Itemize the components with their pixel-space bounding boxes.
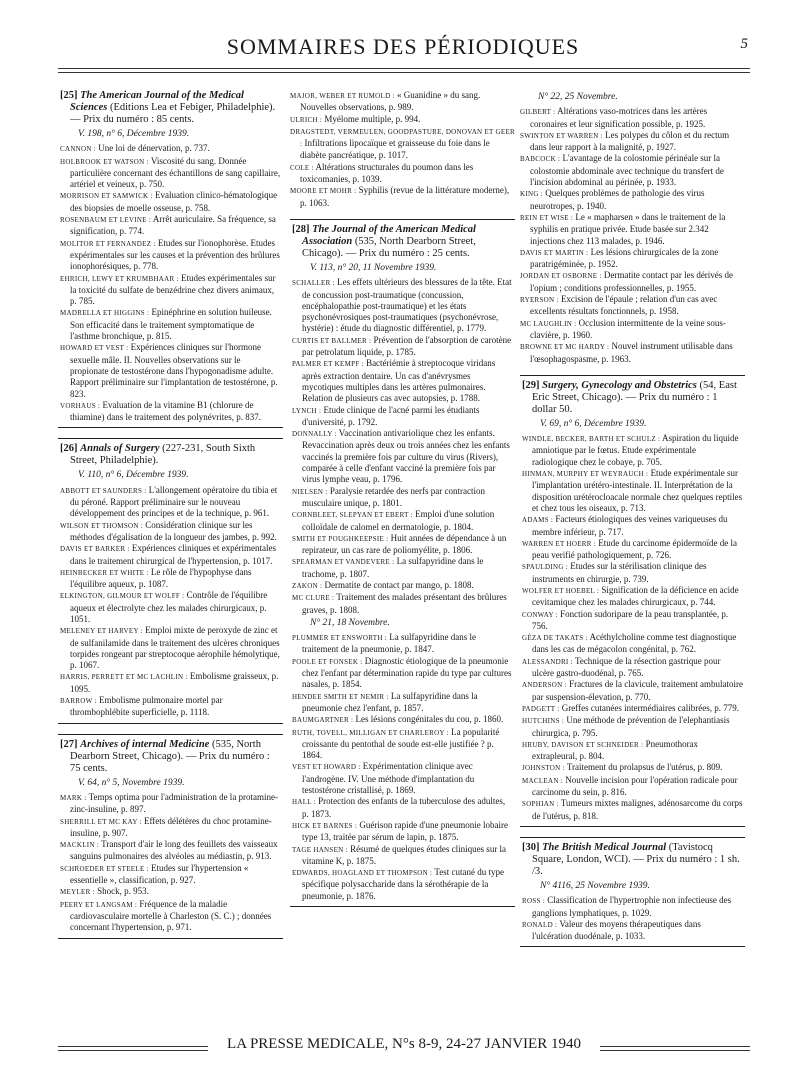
article-entry bbox=[292, 277, 513, 334]
article-title: Classification de l'hypertrophie non infectieuse des ganglions lymphatiques, p. 1029. bbox=[532, 895, 732, 918]
article-authors: EDWARDS, HOAGLAND ET THOMPSON : bbox=[292, 869, 433, 878]
article-title: Vaccination antivariolique chez les enfants. Revaccination après deux ou trois années chez les enfants vaccinés la première fois par culture du virus (Rivers), comparée à celle d'enfant vacciné la première fois par virus lymphe veau, p. 1796. bbox=[302, 428, 510, 485]
article-title: Une loi de dénervation, p. 737. bbox=[98, 143, 210, 154]
article-entry bbox=[60, 238, 281, 273]
article-entry bbox=[520, 106, 745, 130]
article-title: Etude du carcinome épidermoïde de la peau verifié pathologiquement, p. 726. bbox=[532, 537, 737, 561]
article-entry bbox=[522, 514, 743, 538]
article-authors: SOPHIAN : bbox=[522, 800, 559, 809]
article-title: Le « mapharsen » dans le traitement de la syphilis en pratique privée. Etude basée sur 2.342 injections chez 113 malades, p. 1946. bbox=[530, 211, 726, 246]
article-title: Altérations structurales du poumon dans les toxicomanies, p. 1039. bbox=[300, 161, 474, 185]
article-entry bbox=[290, 126, 515, 162]
article-entry bbox=[292, 656, 513, 691]
article-authors: SPEARMAN ET VANDEVERE : bbox=[292, 558, 395, 567]
article-title: Embolisme graisseux, p. 1095. bbox=[70, 671, 279, 694]
article-entry bbox=[522, 609, 743, 633]
article-authors: MACLEAN : bbox=[522, 776, 564, 785]
article-authors: MACKLIN : bbox=[60, 841, 100, 850]
article-authors: VEST ET HOWARD : bbox=[292, 763, 361, 772]
article-title: Technique de la résection gastrique pour ulcère gastro-duodénal, p. 765. bbox=[532, 655, 721, 679]
article-entry bbox=[520, 318, 745, 342]
article-entry bbox=[60, 839, 281, 863]
header-rule bbox=[58, 68, 750, 73]
article-title: Huit années de dépendance à un repirateur, un cas rare de poliomyélite, p. 1806. bbox=[302, 532, 507, 556]
article-title: Fractures de la clavicule, traitement ambulatoire par suspension-élevation, p. 770. bbox=[532, 679, 743, 702]
article-entry bbox=[520, 247, 745, 271]
article-authors: ABBOTT ET SAUNDERS : bbox=[60, 486, 147, 495]
article-title: Fréquence de la maladie cardiovasculaire mortelle à Charleston (S. C.) ; données concernant l'hypertension, p. 971. bbox=[70, 898, 272, 933]
article-title: Diagnostic étiologique de la pneumonie chez l'enfant par détermination rapide du type par cultures nasales, p. 1854. bbox=[302, 655, 512, 690]
entry-list bbox=[522, 433, 743, 822]
journal-block-28-continued bbox=[520, 92, 745, 365]
article-authors: EHRICH, LEWY ET KRUMBHAAR : bbox=[60, 274, 179, 283]
article-title: Occlusion intermittente de la veine sous-clavière, p. 1960. bbox=[530, 317, 726, 340]
article-title: Myélome multiple, p. 994. bbox=[324, 113, 421, 124]
article-entry bbox=[292, 580, 513, 592]
journal-header: [26] Annals of Surgery (227-231, South Sixth Street, Philadelphie). bbox=[60, 443, 256, 467]
article-authors: RONALD : bbox=[522, 920, 558, 929]
article-title: Aspiration du liquide amniotique par le fœtus. Etude expérimentale radiologique chez le cobaye, p. 705. bbox=[532, 433, 739, 467]
journal-header: [29] Surgery, Gynecology and Obstetrics (54, East Eric Street, Chicago). — Prix du numéro : 1 dollar 50. bbox=[522, 379, 737, 415]
article-title: Shock, p. 953. bbox=[97, 886, 149, 897]
article-authors: PEERY ET LANGSAM : bbox=[60, 900, 138, 909]
article-title: Transport d'air le long des feuillets des vaisseaux sanguins pulmonaires des alvéoles au médiastin, p. 913. bbox=[70, 839, 278, 862]
article-title: Etude expérimentale sur l'implantation urétéro-intestinale. II. Interprétation de la disposition urétérocloacale normale chez quelques reptiles et chez tous les oiseaux, p. 713. bbox=[532, 468, 743, 513]
article-entry bbox=[292, 509, 513, 533]
article-entry bbox=[522, 656, 743, 680]
article-title: Etudes sur l'hypertension « essentielle », classification, p. 927. bbox=[70, 862, 249, 886]
article-authors: MAJOR, WEBER ET RUMOLD : bbox=[290, 92, 395, 100]
article-authors: MADRELLA ET HIGGINS : bbox=[60, 309, 150, 318]
article-entry bbox=[522, 468, 743, 514]
article-title: Quelques problèmes de pathologie des virus neurotropes, p. 1940. bbox=[530, 188, 705, 211]
article-title: Acéthylcholine comme test diagnostique dans les cas de mégacolon congénital, p. 762. bbox=[532, 632, 737, 655]
article-entry bbox=[292, 844, 513, 868]
journal-block-26 bbox=[58, 438, 283, 723]
article-entry bbox=[60, 400, 281, 424]
volume-line: V. 198, n° 6, Décembre 1939. bbox=[78, 129, 190, 139]
article-entry bbox=[292, 632, 513, 656]
article-authors: MC LAUGHLIN : bbox=[520, 319, 577, 328]
article-title: La sulfapyridine dans le traitement de la pneumonie, p. 1847. bbox=[302, 632, 476, 655]
article-entry bbox=[292, 533, 513, 557]
article-entry bbox=[292, 405, 513, 429]
footer-rule-left bbox=[58, 1046, 208, 1051]
article-entry bbox=[292, 486, 513, 510]
article-entry bbox=[292, 727, 513, 762]
article-entry bbox=[60, 695, 281, 719]
entry-list bbox=[60, 485, 281, 719]
article-entry bbox=[522, 433, 743, 468]
article-title: Greffes cutanées intermédiaires calibrées, p. 779. bbox=[561, 702, 740, 713]
article-title: Embolisme pulmonaire mortel par thrombophlébite superficielle, p. 1118. bbox=[70, 695, 223, 718]
article-authors: BROWNE ET MC HARDY : bbox=[520, 343, 610, 352]
article-authors: PADGETT : bbox=[522, 704, 560, 713]
article-authors: ELKINGTON, GILMOUR ET WOLFF : bbox=[60, 592, 185, 601]
article-authors: SMITH ET POUGHKEEPSIE : bbox=[292, 534, 389, 543]
article-title: La popularité croissante du pentothal de soude est-elle justifiée ? p. 1864. bbox=[302, 726, 500, 761]
article-entry bbox=[60, 156, 281, 191]
article-title: Expériences cliniques sur l'hormone sexuelle mâle. II. Nouvelles observations sur le propionate de testostérone dans l'hypogonadisme adulte. Rapport préliminaire sur l'implantation de testostérone, p. 823. bbox=[70, 342, 278, 399]
journal-name: The Journal of the American Medical Association bbox=[302, 223, 476, 247]
article-authors: JOHNSTON : bbox=[522, 764, 565, 773]
article-authors: LYNCH : bbox=[292, 406, 322, 415]
article-authors: MEYLER : bbox=[60, 888, 95, 897]
article-title: Excision de l'épaule ; relation d'un cas avec excellents résultats fonctionnels, p. 1958. bbox=[530, 294, 718, 317]
article-entry bbox=[292, 556, 513, 580]
article-entry bbox=[60, 342, 281, 399]
article-title: Emploi mixte de peroxyde de zinc et de sulfanilamide dans le traitement des ulcères chroniques torpides rongeant par streptocoque aérophile hémolytique, p. 1067. bbox=[70, 625, 280, 671]
article-authors: WILSON ET THOMSON : bbox=[60, 521, 144, 530]
article-title: Contrôle de l'équilibre aqueux et électrolyte chez les malades chirurgicaux, p. 1051. bbox=[70, 590, 268, 624]
column-2 bbox=[290, 90, 515, 917]
article-authors: CANNON : bbox=[60, 145, 97, 154]
article-title: Emploi d'une solution colloïdale de calomel en dermatologie, p. 1804. bbox=[302, 509, 495, 532]
article-entry bbox=[60, 863, 281, 887]
article-title: Les effets ultérieurs des blessures de la tête. Etat de concussion post-traumatique (concussion, encéphalopathie post-traumatique) et les états psychonévrosiques post-traumatiques (psychonévrose, hystérie) : étude du diagnostic différentiel, p. 1779. bbox=[302, 277, 512, 334]
article-title: Evaluation de la vitamine B1 (chlorure de thiamine) dans le traitement des polynévrites, p. 837. bbox=[70, 399, 261, 423]
volume-line: V. 69, n° 6, Décembre 1939. bbox=[540, 418, 647, 429]
article-entry bbox=[60, 671, 281, 695]
article-entry bbox=[292, 867, 513, 902]
article-title: Etudes sur l'ionophorèse. Etudes expérimentales sur les causes et la prévention des brûlures ionophorésiques, p. 778. bbox=[70, 237, 280, 272]
article-entry bbox=[290, 185, 515, 209]
article-entry bbox=[292, 820, 513, 844]
article-authors: HARRIS, PERRETT ET MC LACHLIN : bbox=[60, 673, 188, 682]
article-entry bbox=[60, 190, 281, 214]
journal-name: The British Medical Journal bbox=[542, 841, 667, 853]
article-authors: HINMAN, MURPHY ET WEYRAUCH : bbox=[522, 470, 649, 479]
article-title: Les lésions chirurgicales de la zone paratrigéminée, p. 1952. bbox=[530, 246, 719, 270]
article-authors: MELENEY ET HARVEY : bbox=[60, 627, 143, 636]
article-entry bbox=[522, 798, 743, 822]
article-title: Evaluation clinico-hématologique des biopsies de moelle osseuse, p. 758. bbox=[70, 190, 278, 213]
article-title: Une méthode de prévention de l'elephantiasis chirurgica, p. 795. bbox=[532, 715, 730, 738]
article-entry bbox=[522, 715, 743, 739]
article-entry bbox=[60, 307, 281, 342]
entry-list bbox=[292, 632, 513, 902]
entry-list bbox=[292, 277, 513, 616]
article-entry bbox=[60, 143, 281, 155]
article-authors: MOORE ET MOHR : bbox=[290, 187, 357, 196]
article-entry bbox=[522, 632, 743, 656]
article-title: Nouvel instrument utilisable dans l'œsophagospasme, p. 1963. bbox=[530, 341, 733, 364]
article-title: Syphilis (revue de la littérature moderne), p. 1063. bbox=[300, 185, 510, 208]
page-title: SOMMAIRES DES PÉRIODIQUES bbox=[226, 34, 580, 59]
article-title: Les lésions congénitales du cou, p. 1860. bbox=[355, 714, 504, 725]
article-title: Altérations vaso-motrices dans les artères coronaires et leur signification possible, p. 1925. bbox=[530, 106, 708, 129]
article-title: Effets délétères du choc protamine-insuline, p. 907. bbox=[70, 815, 272, 838]
article-entry bbox=[522, 561, 743, 585]
journal-header: [25] The American Journal of the Medical Sciences (Editions Lea et Febiger, Philadelphie). — Prix du numéro : 85 cents. bbox=[60, 90, 276, 125]
journal-block-29 bbox=[520, 375, 745, 827]
article-authors: WOLFER ET HOEBEL : bbox=[522, 586, 600, 595]
article-authors: MORRISON ET SAMWICK : bbox=[60, 192, 153, 201]
article-entry bbox=[292, 592, 513, 616]
footer-rule-right bbox=[600, 1046, 750, 1051]
article-entry bbox=[520, 212, 745, 247]
article-title: « Guanidine » du sang. Nouvelles observations, p. 989. bbox=[300, 90, 481, 113]
article-authors: DONNALLY : bbox=[292, 430, 337, 439]
article-entry bbox=[60, 567, 281, 591]
article-title: Facteurs étiologiques des veines variqueuses du membre inférieur, p. 717. bbox=[532, 514, 728, 537]
article-authors: ALESSANDRI : bbox=[522, 657, 573, 666]
journal-block-30 bbox=[520, 837, 745, 947]
article-title: Dermatite contact par les dérivés de l'opium ; conditions professionnelles, p. 1955. bbox=[530, 270, 734, 293]
article-authors: POOLE ET FONSEK : bbox=[292, 657, 363, 666]
article-title: Valeur des moyens thérapeutiques dans l'ulcération duodénale, p. 1033. bbox=[532, 918, 701, 942]
article-authors: MARK : bbox=[60, 793, 87, 802]
journal-header: [27] Archives of internal Medicine (535, North Dearborn Street, Chicago). — Prix du numéro : 75 cents. bbox=[60, 738, 270, 774]
article-authors: HUTCHINS : bbox=[522, 717, 565, 726]
article-title: Bactériémie à streptocoque viridans après extraction dentaire. Un cas d'anévrysmes mycotiques multiples dans les artères pulmonaires. Relation de plusieurs cas avec autopsies, p. 1788. bbox=[302, 358, 496, 404]
page-number: 5 bbox=[740, 36, 748, 52]
article-title: Prévention de l'absorption de carotène par petrolatum liquide, p. 1785. bbox=[302, 334, 512, 358]
journal-header: [30] The British Medical Journal (Tavistocq Square, London, WCI). — Prix du numéro : 1 sh. /3. bbox=[522, 841, 740, 877]
article-title: Traitement des malades présentant des brûlures graves, p. 1808. bbox=[302, 592, 507, 615]
article-authors: BAUMGARTNER : bbox=[292, 716, 354, 725]
article-entry bbox=[60, 543, 281, 567]
journal-block-27 bbox=[58, 734, 283, 939]
article-authors: RUTH, TOVELL, MILLIGAN ET CHARLEROY : bbox=[292, 728, 449, 737]
journal-name: Surgery, Gynecology and Obstetrics bbox=[542, 379, 697, 391]
article-entry bbox=[520, 188, 745, 212]
article-authors: SCHROEDER ET STEELE : bbox=[60, 864, 149, 873]
article-title: Protection des enfants de la tuberculose des adultes, p. 1873. bbox=[302, 796, 506, 819]
article-title: Test cutané du type spécifique polysaccharide dans la sérothérapie de la pneumonie, p. 1876. bbox=[302, 867, 504, 901]
article-authors: HRUBY, DAVISON ET SCHNEIDER : bbox=[522, 740, 644, 749]
article-entry bbox=[292, 428, 513, 485]
article-title: Guérison rapide d'une pneumonie lobaire type 13, traitée par sérum de lapin, p. 1875. bbox=[302, 819, 508, 843]
article-authors: HENDEE SMITH ET NEMIR : bbox=[292, 692, 389, 701]
article-authors: REIN ET WISE : bbox=[520, 213, 574, 222]
article-entry bbox=[522, 762, 743, 774]
article-title: Le rôle de l'hypophyse dans l'équilibre aqueux, p. 1087. bbox=[70, 566, 252, 590]
article-title: Les polypes du côlon et du rectum dans leur rapport à la malignité, p. 1927. bbox=[530, 129, 730, 153]
article-authors: SHERRILL ET MC KAY : bbox=[60, 817, 142, 826]
article-title: Signification de la déficience en acide cevitamique chez les malades chirurgicaux, p. 744. bbox=[532, 584, 739, 608]
article-entry bbox=[522, 895, 743, 919]
article-title: Traitement du prolapsus de l'utérus, p. 809. bbox=[566, 762, 723, 773]
article-title: Viscosité du sang. Donnée particulière concernant des échantillons de sang capillaire, artériel et veineux, p. 750. bbox=[70, 155, 281, 190]
article-entry bbox=[522, 703, 743, 715]
article-entry bbox=[522, 775, 743, 799]
article-entry bbox=[520, 270, 745, 294]
article-authors: DAVIS ET MARTIN : bbox=[520, 248, 589, 257]
article-entry bbox=[522, 538, 743, 562]
journal-block-25 bbox=[58, 90, 283, 428]
article-authors: COLE : bbox=[290, 163, 314, 172]
footer-text: LA PRESSE MEDICALE, N°s 8-9, 24-27 JANVIER 1940 bbox=[227, 1036, 581, 1052]
article-authors: SPAULDING : bbox=[522, 563, 569, 572]
article-entry bbox=[522, 919, 743, 943]
entry-list bbox=[520, 106, 745, 365]
article-authors: HEINBECKER ET WHITE : bbox=[60, 568, 149, 577]
column-1 bbox=[58, 90, 283, 949]
article-authors: TAGE HANSEN : bbox=[292, 845, 348, 854]
volume-line: N° 22, 25 Novembre. bbox=[538, 92, 618, 102]
article-entry bbox=[292, 358, 513, 404]
volume-line: N° 4116, 25 Novembre 1939. bbox=[540, 880, 650, 891]
article-authors: ANDERSON : bbox=[522, 681, 567, 690]
article-authors: CONWAY : bbox=[522, 610, 558, 619]
article-authors: GILBERT : bbox=[520, 108, 556, 117]
article-authors: MOLITOR ET FERNANDEZ : bbox=[60, 239, 156, 248]
article-authors: ULRICH : bbox=[290, 115, 323, 124]
article-entry bbox=[292, 796, 513, 820]
entry-list bbox=[522, 895, 743, 942]
article-entry bbox=[60, 273, 281, 308]
article-authors: HOWARD ET VEST : bbox=[60, 344, 129, 353]
article-entry bbox=[60, 485, 281, 520]
article-authors: GÉZA DE TAKATS : bbox=[522, 634, 588, 643]
article-entry bbox=[60, 520, 281, 544]
article-title: Expériences cliniques et expérimentales dans le traitement chirurgical de l'hypertension, p. 1017. bbox=[70, 543, 277, 566]
article-entry bbox=[290, 162, 515, 186]
article-entry bbox=[290, 90, 515, 114]
article-authors: ZAKON : bbox=[292, 581, 323, 590]
article-authors: SCHALLER : bbox=[292, 279, 335, 288]
article-title: Etude clinique de l'acné parmi les étudiants d'université, p. 1792. bbox=[302, 404, 480, 427]
article-authors: PLUMMER ET ENSWORTH : bbox=[292, 634, 388, 643]
article-authors: ROSENBAUM ET LEVINE : bbox=[60, 216, 152, 225]
volume-line: V. 64, n° 5, Novembre 1939. bbox=[78, 777, 185, 788]
journal-block-28 bbox=[290, 219, 515, 907]
article-title: Dermatite de contact par mango, p. 1808. bbox=[324, 579, 474, 590]
article-authors: WINDLE, BECKER, BARTH ET SCHULZ : bbox=[522, 435, 661, 444]
article-entry bbox=[292, 335, 513, 359]
journal-name: Annals of Surgery bbox=[80, 443, 160, 455]
article-entry bbox=[60, 886, 281, 898]
article-authors: CURTIS ET BALLMER : bbox=[292, 336, 372, 345]
article-entry bbox=[292, 691, 513, 715]
article-authors: ROSS : bbox=[522, 897, 546, 906]
page-header bbox=[58, 30, 748, 70]
article-authors: ADAMS : bbox=[522, 516, 554, 525]
article-authors: NIELSEN : bbox=[292, 487, 328, 496]
article-authors: VORHAUS : bbox=[60, 401, 101, 410]
article-authors: HICK ET BARNES : bbox=[292, 821, 358, 830]
article-authors: WARREN ET HOERR : bbox=[522, 539, 596, 548]
article-authors: CORNBLEET, SLEPYAN ET EBERT : bbox=[292, 511, 413, 520]
article-entry bbox=[290, 114, 515, 126]
article-entry bbox=[292, 761, 513, 796]
article-title: La sulfapyridine dans le trachome, p. 1807. bbox=[302, 556, 484, 579]
article-title: Etudes sur la stérilisation clinique des instruments en chirurgie, p. 739. bbox=[532, 561, 707, 584]
article-authors: BABCOCK : bbox=[520, 155, 561, 164]
article-authors: HALL : bbox=[292, 798, 316, 807]
article-title: Résumé de quelques études cliniques sur la vitamine K, p. 1875. bbox=[302, 843, 507, 866]
article-entry bbox=[60, 899, 281, 934]
article-entry bbox=[520, 153, 745, 188]
article-title: Considération clinique sur les méthodes d'égalisation de la longueur des jambes, p. 992. bbox=[70, 519, 277, 542]
entry-list bbox=[60, 792, 281, 934]
page-footer bbox=[58, 1036, 750, 1058]
article-title: La sulfapyridine dans la pneumonie chez l'enfant, p. 1857. bbox=[302, 690, 478, 713]
article-authors: SWINTON ET WARREN : bbox=[520, 131, 603, 140]
column-3 bbox=[520, 90, 745, 957]
article-title: Infiltrations lipocaïque et graisseuse du foie dans le diabète pancréatique, p. 1017. bbox=[300, 138, 490, 161]
article-authors: JORDAN ET OSBORNE : bbox=[520, 272, 602, 281]
article-title: Pneumothorax extrapleural, p. 804. bbox=[532, 738, 699, 762]
article-entry bbox=[520, 341, 745, 365]
article-authors: MC CLURE : bbox=[292, 594, 335, 603]
article-entry bbox=[60, 816, 281, 840]
journal-name: The American Journal of the Medical Sciences bbox=[70, 90, 244, 113]
article-title: L'avantage de la colostomie périnéale sur la colostomie abdominale avec technique du transfert de l'incision abdominal au périnée, p. 1933. bbox=[530, 153, 724, 188]
article-title: Expérimentation clinique avec l'androgène. IV. Une méthode d'implantation du testostérone cristallisé, p. 1869. bbox=[302, 761, 475, 796]
article-authors: RYERSON : bbox=[520, 296, 559, 305]
article-entry bbox=[60, 792, 281, 816]
article-authors: DRAGSTEDT, VERMEULEN, GOODPASTURE, DONOVAN ET GEER : bbox=[290, 127, 516, 149]
article-title: Temps optima pour l'administration de la protamine-zinc-insuline, p. 897. bbox=[70, 791, 279, 815]
article-authors: DAVIS ET BARKER : bbox=[60, 545, 130, 554]
article-title: Paralysie retardée des nerfs par contraction musculaire unique, p. 1801. bbox=[302, 485, 485, 508]
volume-line: V. 113, n° 20, 11 Novembre 1939. bbox=[310, 262, 437, 273]
entry-list bbox=[60, 143, 281, 423]
article-entry bbox=[60, 625, 281, 671]
journal-header: [28] The Journal of the American Medical Association (535, North Dearborn Street, Chicago). — Prix du numéro : 25 cents. bbox=[292, 223, 476, 259]
volume-line: V. 110, n° 6, Décembre 1939. bbox=[78, 470, 189, 481]
article-authors: KING : bbox=[520, 190, 543, 199]
article-entry bbox=[522, 679, 743, 703]
article-entry bbox=[520, 130, 745, 154]
article-title: Fonction sudoripare de la peau transplantée, p. 756. bbox=[532, 608, 729, 631]
article-title: Etudes expérimentales sur la toxicité du sulfate de benzédrine chez divers animaux, p. 785. bbox=[70, 272, 276, 307]
article-title: L'allongement opératoire du tibia et du péroné. Rapport préliminaire sur le nouveau développement des principes et de la technique, p. 961. bbox=[70, 484, 278, 519]
volume-line: N° 21, 18 Novembre. bbox=[310, 617, 390, 628]
article-entry bbox=[522, 739, 743, 763]
article-entry bbox=[522, 585, 743, 609]
article-authors: PALMER ET KEMPF : bbox=[292, 360, 364, 369]
article-entry bbox=[292, 714, 513, 726]
article-entry bbox=[520, 294, 745, 318]
continued-entries bbox=[290, 90, 515, 209]
article-title: Tumeurs mixtes malignes, adénosarcome du corps de l'utérus, p. 818. bbox=[532, 798, 743, 821]
article-authors: BARROW : bbox=[60, 697, 97, 706]
article-title: Arrêt auriculaire. Sa fréquence, sa signification, p. 774. bbox=[70, 214, 276, 237]
journal-name: Archives of internal Medicine bbox=[80, 738, 210, 750]
article-title: Epinéphrine en solution huileuse. Son efficacité dans le traitement symptomatique de l'asthme bronchique, p. 815. bbox=[70, 307, 272, 342]
article-authors: HOLBROOK ET WATSON : bbox=[60, 157, 149, 166]
article-title: Nouvelle incision pour l'opération radicale pour carcinome du sein, p. 816. bbox=[532, 774, 738, 798]
article-entry bbox=[60, 214, 281, 238]
article-entry bbox=[60, 590, 281, 625]
